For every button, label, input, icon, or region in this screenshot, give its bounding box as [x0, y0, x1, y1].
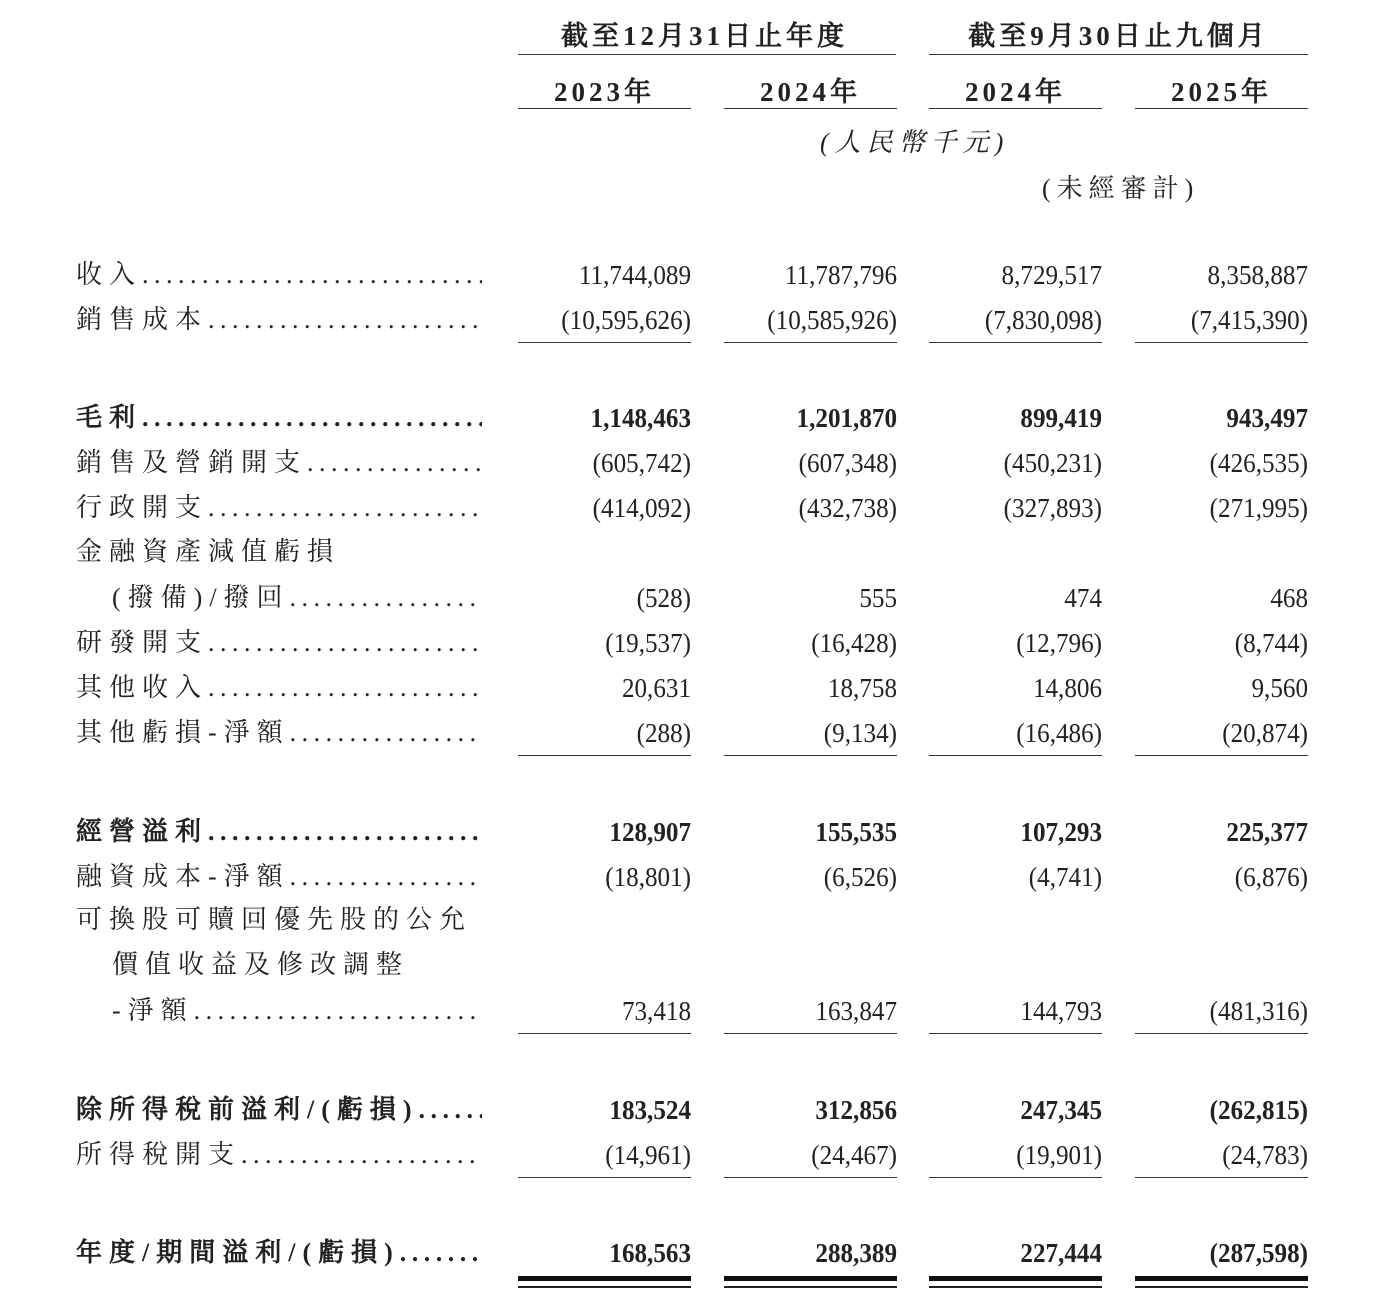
dot-leader [419, 1090, 482, 1130]
cell-value: 11,787,796 [784, 260, 897, 290]
dot-leader [208, 488, 482, 528]
column-header-2023: 2023年 [554, 77, 655, 107]
cell-value: 73,418 [621, 996, 691, 1026]
row-label [76, 255, 482, 295]
total-double-rule [518, 1276, 691, 1281]
cell-value: 9,560 [1251, 673, 1308, 703]
dot-leader [208, 812, 482, 852]
dot-leader [194, 991, 482, 1031]
row-label [112, 991, 482, 1031]
cell-value: (607,348) [798, 448, 897, 478]
total-double-rule [724, 1276, 897, 1281]
row-label-text: 融資成本-淨額 [76, 862, 290, 891]
table-row [0, 578, 1400, 618]
table-row [0, 857, 1400, 897]
row-label [76, 900, 482, 940]
cell-value: (12,796) [1016, 628, 1102, 658]
cell-value: (7,415,390) [1190, 305, 1308, 335]
cell-value: (9,134) [823, 718, 897, 748]
cell-value: 14,806 [1032, 673, 1102, 703]
subtotal-rule [1135, 1177, 1308, 1178]
row-label [76, 398, 482, 438]
subtotal-rule [1135, 1033, 1308, 1034]
cell-value: (8,744) [1234, 628, 1308, 658]
cell-value: 225,377 [1226, 817, 1308, 847]
unaudited-note: (未經審計) [1042, 174, 1200, 203]
table-row [0, 900, 1400, 940]
row-label-text: 年度/期間溢利/(虧損) [76, 1238, 400, 1267]
total-double-rule [724, 1286, 897, 1288]
table-row [0, 991, 1400, 1031]
table-row [0, 1090, 1400, 1130]
cell-value: 107,293 [1020, 817, 1102, 847]
row-label-text: 金融資產減值虧損 [76, 537, 341, 566]
column-rule [724, 108, 897, 109]
cell-value: (262,815) [1209, 1095, 1308, 1125]
cell-value: (327,893) [1003, 493, 1102, 523]
table-row [0, 255, 1400, 295]
subtotal-rule [1135, 342, 1308, 343]
cell-value: (19,537) [605, 628, 691, 658]
row-label-text: 收入 [76, 260, 143, 289]
subtotal-rule [518, 755, 691, 756]
row-label-text: 其他收入 [76, 673, 209, 702]
column-header-2024-9m: 2024年 [965, 77, 1066, 107]
currency-note: (人民幣千元) [820, 128, 1010, 157]
cell-value: 1,201,870 [796, 403, 897, 433]
cell-value: (481,316) [1209, 996, 1308, 1026]
row-label-text: 可換股可贖回優先股的公允 [76, 905, 473, 934]
row-label [76, 713, 482, 753]
table-row [0, 812, 1400, 852]
cell-value: 183,524 [609, 1095, 691, 1125]
row-label-text: (撥備)/撥回 [112, 583, 290, 612]
subtotal-rule [724, 755, 897, 756]
subtotal-rule [929, 342, 1102, 343]
subtotal-rule [929, 1033, 1102, 1034]
cell-value: (10,595,626) [561, 305, 691, 335]
row-label [112, 945, 482, 985]
cell-value: (16,428) [811, 628, 897, 658]
row-label-text: 價值收益及修改調整 [112, 950, 410, 979]
cell-value: (6,876) [1234, 862, 1308, 892]
cell-value: 468 [1270, 583, 1308, 613]
row-label [112, 578, 482, 618]
row-label [76, 532, 482, 572]
total-double-rule [1135, 1276, 1308, 1281]
row-label-text: 毛利 [76, 403, 143, 432]
total-double-rule [518, 1286, 691, 1288]
cell-value: 128,907 [609, 817, 691, 847]
table-row [0, 488, 1400, 528]
dot-leader [142, 398, 482, 438]
row-label-text: 其他虧損-淨額 [76, 718, 290, 747]
row-label-text: 經營溢利 [76, 817, 209, 846]
subtotal-rule [518, 1033, 691, 1034]
table-row [0, 1135, 1400, 1175]
cell-value: (528) [636, 583, 691, 613]
cell-value: 312,856 [815, 1095, 897, 1125]
cell-value: (24,783) [1222, 1140, 1308, 1170]
table-row [0, 668, 1400, 708]
row-label [76, 857, 482, 897]
cell-value: 555 [859, 583, 897, 613]
row-label [76, 1233, 482, 1273]
row-label-text: 所得稅開支 [76, 1140, 242, 1169]
row-label [76, 443, 482, 483]
table-row [0, 623, 1400, 663]
total-double-rule [1135, 1286, 1308, 1288]
row-label-text: 銷售成本 [76, 305, 209, 334]
column-header-2024: 2024年 [760, 77, 861, 107]
row-label [76, 623, 482, 663]
subtotal-rule [518, 1177, 691, 1178]
cell-value: (426,535) [1209, 448, 1308, 478]
row-label-text: -淨額 [112, 996, 194, 1025]
row-label [76, 1090, 482, 1130]
cell-value: (14,961) [605, 1140, 691, 1170]
table-row [0, 945, 1400, 985]
cell-value: (19,901) [1016, 1140, 1102, 1170]
dot-leader [290, 713, 482, 753]
cell-value: (605,742) [592, 448, 691, 478]
header-group-rule [929, 54, 1308, 55]
column-header-2025-9m: 2025年 [1171, 77, 1272, 107]
dot-leader [400, 1233, 482, 1273]
subtotal-rule [1135, 755, 1308, 756]
column-rule [1135, 108, 1308, 109]
cell-value: 1,148,463 [590, 403, 691, 433]
cell-value: 899,419 [1020, 403, 1102, 433]
row-label-text: 研發開支 [76, 628, 209, 657]
cell-value: (24,467) [811, 1140, 897, 1170]
row-label [76, 300, 482, 340]
cell-value: (18,801) [605, 862, 691, 892]
cell-value: 8,729,517 [1001, 260, 1102, 290]
cell-value: 163,847 [815, 996, 897, 1026]
table-row [0, 443, 1400, 483]
cell-value: (7,830,098) [984, 305, 1102, 335]
cell-value: (10,585,926) [767, 305, 897, 335]
row-label [76, 1135, 482, 1175]
cell-value: 227,444 [1020, 1238, 1102, 1268]
total-double-rule [929, 1276, 1102, 1281]
cell-value: (4,741) [1028, 862, 1102, 892]
cell-value: (432,738) [798, 493, 897, 523]
total-double-rule [929, 1286, 1102, 1288]
cell-value: (16,486) [1016, 718, 1102, 748]
cell-value: (271,995) [1209, 493, 1308, 523]
row-label-text: 行政開支 [76, 493, 209, 522]
cell-value: (414,092) [592, 493, 691, 523]
table-row [0, 300, 1400, 340]
cell-value: 943,497 [1226, 403, 1308, 433]
row-label-text: 銷售及營銷開支 [76, 448, 308, 477]
cell-value: (6,526) [823, 862, 897, 892]
cell-value: 168,563 [609, 1238, 691, 1268]
cell-value: (287,598) [1209, 1238, 1308, 1268]
cell-value: 288,389 [815, 1238, 897, 1268]
subtotal-rule [929, 1177, 1102, 1178]
cell-value: 474 [1064, 583, 1102, 613]
dot-leader [208, 668, 482, 708]
row-label-text: 除所得稅前溢利/(虧損) [76, 1095, 419, 1124]
subtotal-rule [724, 1177, 897, 1178]
column-rule [929, 108, 1102, 109]
cell-value: 20,631 [621, 673, 691, 703]
table-row [0, 713, 1400, 753]
header-group-nine-months: 截至9月30日止九個月 [968, 21, 1269, 51]
column-rule [518, 108, 691, 109]
row-label [76, 488, 482, 528]
cell-value: 155,535 [815, 817, 897, 847]
dot-leader [241, 1135, 482, 1175]
dot-leader [142, 255, 482, 295]
dot-leader [208, 623, 482, 663]
header-group-rule [518, 54, 896, 55]
cell-value: (288) [636, 718, 691, 748]
table-row [0, 532, 1400, 572]
row-label [76, 812, 482, 852]
row-label [76, 668, 482, 708]
header-group-full-year: 截至12月31日止年度 [561, 21, 848, 51]
subtotal-rule [724, 1033, 897, 1034]
cell-value: (20,874) [1222, 718, 1308, 748]
subtotal-rule [929, 755, 1102, 756]
cell-value: 18,758 [827, 673, 897, 703]
cell-value: 247,345 [1020, 1095, 1102, 1125]
cell-value: 8,358,887 [1207, 260, 1308, 290]
cell-value: 144,793 [1020, 996, 1102, 1026]
dot-leader [290, 857, 482, 897]
dot-leader [307, 443, 482, 483]
subtotal-rule [724, 342, 897, 343]
dot-leader [290, 578, 482, 618]
subtotal-rule [518, 342, 691, 343]
dot-leader [208, 300, 482, 340]
table-row [0, 1233, 1400, 1273]
cell-value: 11,744,089 [578, 260, 691, 290]
cell-value: (450,231) [1003, 448, 1102, 478]
table-row [0, 398, 1400, 438]
